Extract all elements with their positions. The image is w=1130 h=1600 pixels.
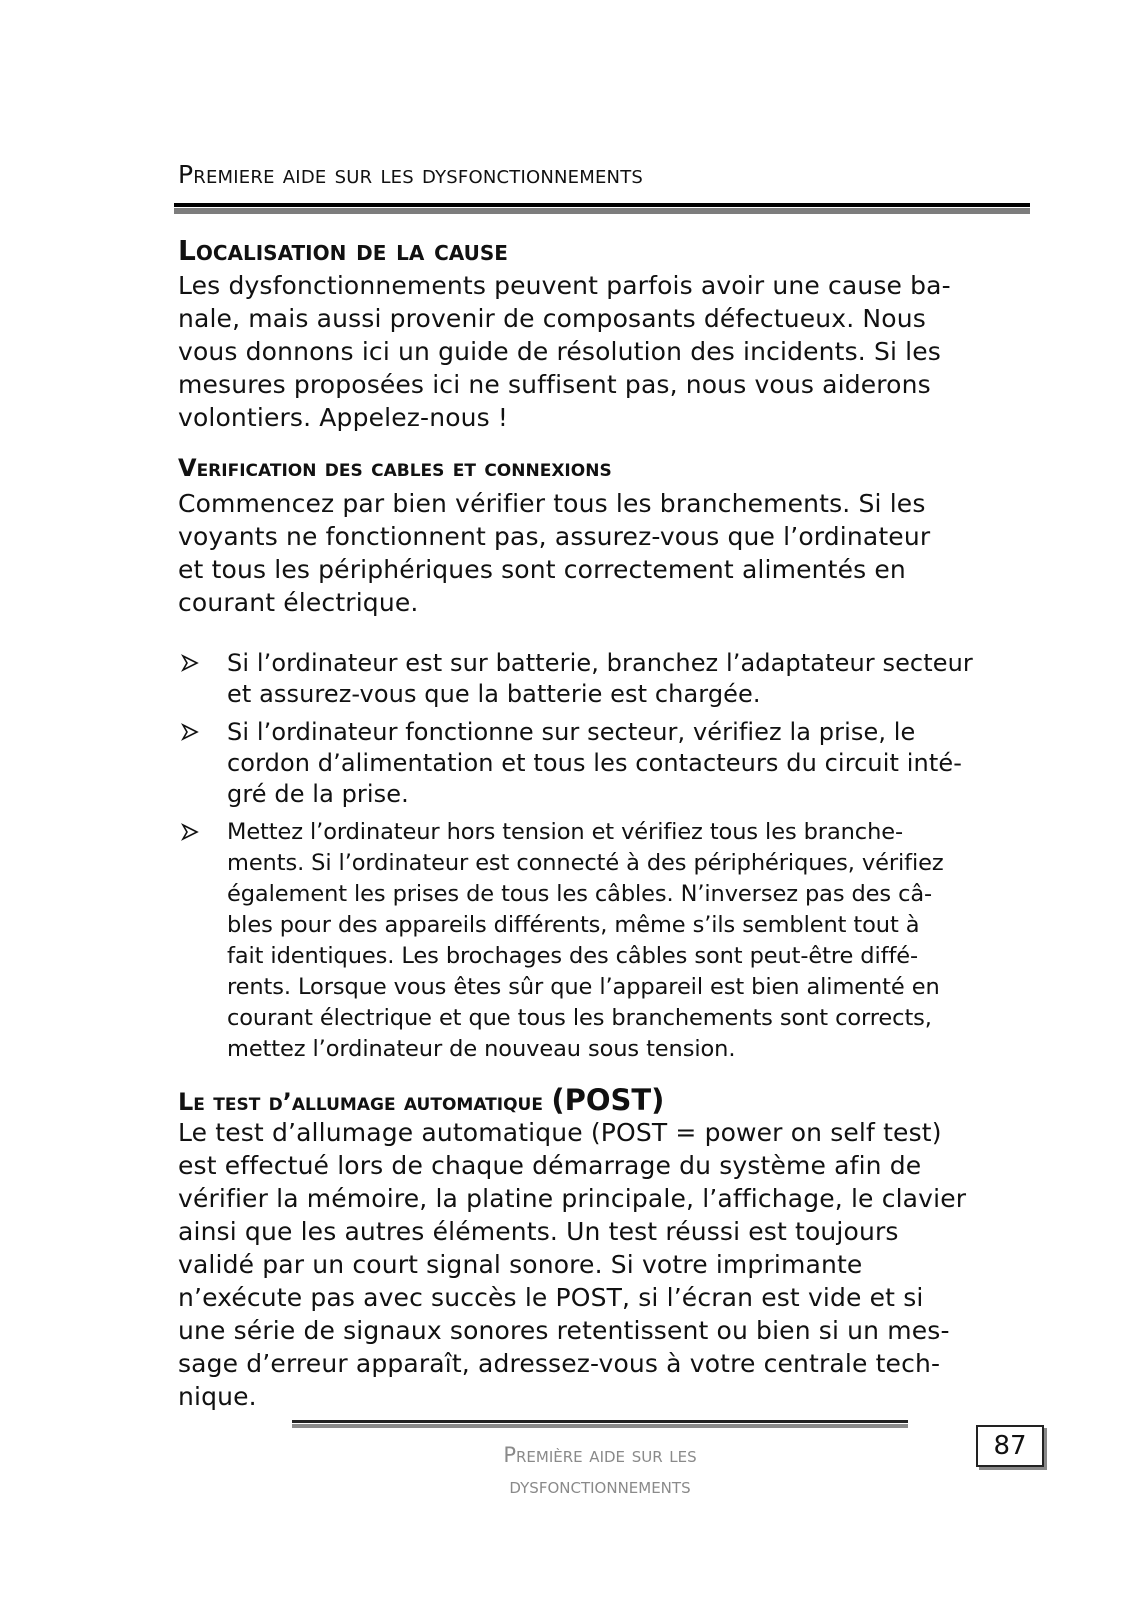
text-line: vous donnons ici un guide de résolution des incidents. Si les <box>178 337 941 366</box>
text-line: mettez l’ordinateur de nouveau sous tension. <box>227 1036 736 1062</box>
chapter-divider <box>174 203 1030 214</box>
footer-chapter-title <box>292 1440 908 1502</box>
bullet-list <box>178 648 1038 1072</box>
arrowhead-bullet-icon <box>180 722 200 742</box>
text-line: cordon d’alimentation et tous les contacteurs du circuit inté- <box>227 749 962 777</box>
text-line: nique. <box>178 1382 257 1411</box>
text-line: une série de signaux sonores retentissent ou bien si un mes- <box>178 1316 950 1345</box>
text-line: courant électrique. <box>178 588 419 617</box>
section-heading-post-text: Le test d’allumage automatique <box>178 1088 543 1116</box>
page-number: 87 <box>976 1425 1044 1467</box>
section-heading-post-acronym: (POST) <box>551 1083 665 1117</box>
chapter-title: Premiere aide sur les dysfonctionnements <box>178 160 644 189</box>
arrowhead-bullet-icon <box>180 653 200 673</box>
paragraph-localisation <box>178 269 1028 434</box>
list-item <box>178 817 1038 1065</box>
list-item <box>178 717 1038 810</box>
text-line: et assurez-vous que la batterie est chargée. <box>227 680 761 708</box>
paragraph-verification <box>178 487 1028 619</box>
text-line: Les dysfonctionnements peuvent parfois avoir une cause ba- <box>178 271 951 300</box>
text-line: ments. Si l’ordinateur est connecté à des périphériques, vérifiez <box>227 850 944 876</box>
text-line: mesures proposées ici ne suffisent pas, nous vous aiderons <box>178 370 931 399</box>
section-heading-verification: Verification des cables et connexions <box>178 454 612 482</box>
footer-divider <box>292 1420 908 1428</box>
text-line: validé par un court signal sonore. Si votre imprimante <box>178 1250 863 1279</box>
text-line: fait identiques. Les brochages des câbles sont peut-être diffé- <box>227 943 919 969</box>
text-line: ainsi que les autres éléments. Un test réussi est toujours <box>178 1217 899 1246</box>
footer-title-line: dysfonctionnements <box>509 1474 691 1498</box>
text-line: sage d’erreur apparaît, adressez-vous à votre centrale tech- <box>178 1349 941 1378</box>
text-line: Si l’ordinateur est sur batterie, branchez l’adaptateur secteur <box>227 649 973 677</box>
text-line: vérifier la mémoire, la platine principale, l’affichage, le clavier <box>178 1184 967 1213</box>
text-line: n’exécute pas avec succès le POST, si l’écran est vide et si <box>178 1283 924 1312</box>
text-line: Si l’ordinateur fonctionne sur secteur, vérifiez la prise, le <box>227 718 916 746</box>
text-line: et tous les périphériques sont correctement alimentés en <box>178 555 906 584</box>
text-line: Mettez l’ordinateur hors tension et vérifiez tous les branche- <box>227 819 903 845</box>
section-heading-localisation: Localisation de la cause <box>178 234 508 267</box>
paragraph-post <box>178 1116 1028 1413</box>
text-line: volontiers. Appelez-nous ! <box>178 403 509 432</box>
text-line: courant électrique et que tous les branchements sont corrects, <box>227 1005 932 1031</box>
text-line: nale, mais aussi provenir de composants défectueux. Nous <box>178 304 926 333</box>
list-item <box>178 648 1038 710</box>
text-line: Le test d’allumage automatique (POST = power on self test) <box>178 1118 942 1147</box>
arrowhead-bullet-icon <box>180 822 200 842</box>
text-line: Commencez par bien vérifier tous les branchements. Si les <box>178 489 926 518</box>
text-line: gré de la prise. <box>227 780 409 808</box>
text-line: bles pour des appareils différents, même s’ils semblent tout à <box>227 912 920 938</box>
text-line: rents. Lorsque vous êtes sûr que l’appareil est bien alimenté en <box>227 974 940 1000</box>
text-line: est effectué lors de chaque démarrage du système afin de <box>178 1151 922 1180</box>
text-line: également les prises de tous les câbles. N’inversez pas des câ- <box>227 881 933 907</box>
section-heading-post <box>178 1083 664 1117</box>
text-line: voyants ne fonctionnent pas, assurez-vous que l’ordinateur <box>178 522 931 551</box>
footer-title-line: Première aide sur les <box>503 1443 697 1467</box>
